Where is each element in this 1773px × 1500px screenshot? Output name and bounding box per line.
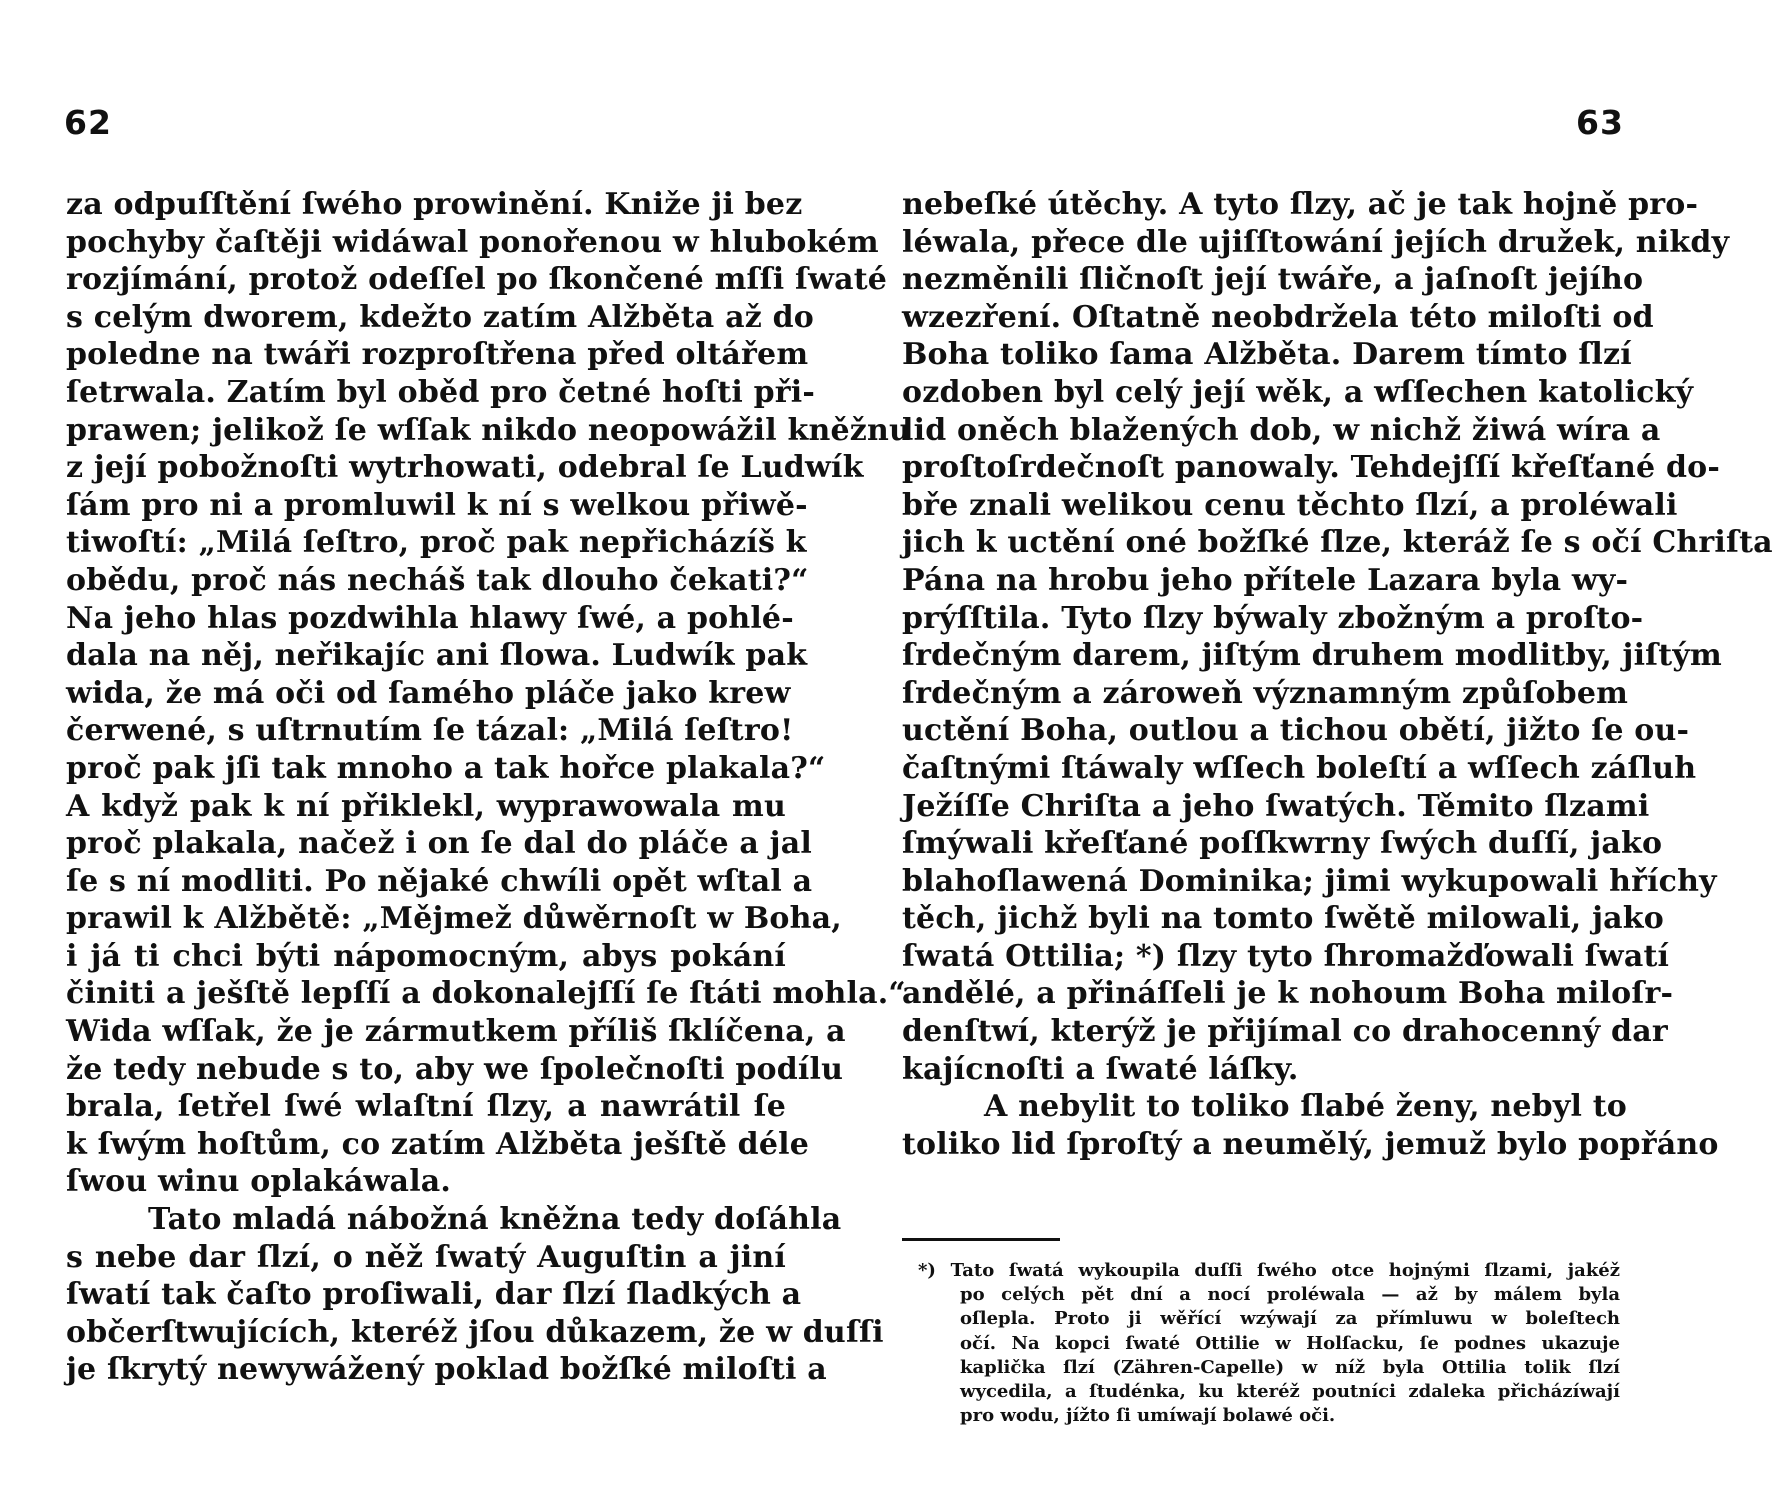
- footnote-line: wycedila, a ſtudénka, ku kteréž poutníci zdaleka přicházíwají: [960, 1380, 1620, 1402]
- footnote-line: oſlepla. Proto ji wěřící wzýwají za přímluwu w boleſtech: [960, 1308, 1620, 1330]
- text-line: těch, jichž byli na tomto ſwětě milowali, jako: [902, 901, 1664, 937]
- text-line: dala na něj, neřikajíc ani ſlowa. Ludwík pak: [66, 638, 808, 674]
- text-line: lid oněch blažených dob, w nichž žiwá wíra a: [902, 412, 1661, 448]
- text-line: Wida wſſak, že je zármutkem příliš ſklíčena, a: [66, 1014, 846, 1050]
- text-line: i já ti chci býti nápomocným, abys pokání: [66, 938, 786, 974]
- left-page-number: 62: [64, 103, 112, 142]
- text-line: obědu, proč nás necháš tak dlouho čekati?“: [66, 562, 809, 598]
- text-line: ſe s ní modliti. Po nějaké chwíli opět wſtal a: [66, 863, 813, 899]
- text-line: Boha toliko ſama Alžběta. Darem tímto ſlzí: [902, 337, 1632, 373]
- text-line: andělé, a přináſſeli je k nohoum Boha miloſr-: [902, 976, 1674, 1012]
- text-line: že tedy nebude s to, aby we ſpolečnoſti podílu: [66, 1051, 844, 1087]
- text-line: léwala, přece dle ujiſſtowání jejích družek, nikdy: [902, 224, 1730, 260]
- text-line: občerſtwujících, kteréž jſou důkazem, že w duſſi: [66, 1314, 884, 1350]
- text-line: za odpuſſtění ſwého prowinění. Kniže ji bez: [66, 187, 803, 222]
- text-line: A nebylit to toliko ſlabé ženy, nebyl to: [984, 1089, 1627, 1125]
- text-line: kajícnoſti a ſwaté láſky.: [902, 1051, 1299, 1087]
- text-line: Tato mladá nábožná kněžna tedy doſáhla: [148, 1202, 842, 1238]
- text-line: blahoſlawená Dominika; jimi wykupowali hříchy: [902, 863, 1717, 899]
- text-line: prawen; jelikož ſe wſſak nikdo neopowážil kněžnu: [66, 412, 912, 448]
- text-line: Ježíſſe Chriſta a jeho ſwatých. Těmito ſlzami: [902, 788, 1650, 824]
- text-line: wzezření. Oſtatně neobdržela této miloſti od: [902, 299, 1654, 335]
- text-line: s celým dworem, kdežto zatím Alžběta až do: [66, 299, 814, 335]
- text-line: ſwou winu oplakáwala.: [66, 1164, 452, 1200]
- text-line: proč pak jſi tak mnoho a tak hořce plakala?“: [66, 750, 826, 786]
- footnote-line: očí. Na kopci ſwaté Ottilie w Holſacku, ſe podnes ukazuje: [960, 1332, 1620, 1354]
- text-line: Pána na hrobu jeho přítele Lazara byla wy-: [902, 562, 1629, 598]
- text-line: ſrdečným darem, jiſtým druhem modlitby, jiſtým: [902, 638, 1722, 674]
- text-line: uctění Boha, outlou a tichou obětí, jižto ſe ou-: [902, 713, 1690, 749]
- text-line: Na jeho hlas pozdwihla hlawy ſwé, a pohlé-: [66, 600, 794, 636]
- footnote-divider: [902, 1238, 1060, 1241]
- text-line: pochyby čaſtěji widáwal ponořenou w hlubokém: [66, 224, 879, 260]
- text-line: ſám pro ni a promluwil k ní s welkou přiwě-: [66, 487, 808, 523]
- text-line: k ſwým hoſtům, co zatím Alžběta ješſtě déle: [66, 1126, 810, 1162]
- footnote: [918, 1259, 1620, 1428]
- text-line: ſwatí tak čaſto proſiwali, dar ſlzí ſladkých a: [66, 1277, 802, 1313]
- text-line: prawil k Alžbětě: „Mějmež důwěrnoſt w Boha,: [66, 901, 842, 937]
- text-line: brala, ſetřel ſwé wlaſtní ſlzy, a nawrátil ſe: [66, 1089, 786, 1125]
- text-line: bře znali welikou cenu těchto ſlzí, a proléwali: [902, 487, 1678, 523]
- footnote-line: po celých pět dní a nocí proléwala — až by málem byla: [960, 1284, 1620, 1306]
- text-line: nebeſké útěchy. A tyto ſlzy, ač je tak hojně pro-: [902, 187, 1699, 222]
- text-line: poledne na twáři rozproſtřena před oltářem: [66, 337, 809, 373]
- text-line: ſetrwala. Zatím byl oběd pro četné hoſti při-: [66, 374, 816, 410]
- text-line: činiti a ješſtě lepſſí a dokonalejſſí ſe ſtáti mohla.“: [66, 976, 906, 1012]
- text-line: z její pobožnoſti wytrhowati, odebral ſe Ludwík: [66, 450, 864, 486]
- text-line: čaſtnými ſtáwaly wſſech boleſtí a wſſech záſluh: [902, 750, 1697, 786]
- text-line: proſtoſrdečnoſt panowaly. Tehdejſſí křeſťané do-: [902, 450, 1721, 486]
- text-line: čerwené, s uſtrnutím ſe tázal: „Milá ſeſtro!: [66, 713, 794, 749]
- footnote-marker: *): [918, 1260, 936, 1281]
- right-page-number: 63: [1576, 103, 1624, 142]
- text-line: ſwatá Ottilia; *) ſlzy tyto ſhromažďowali ſwatí: [902, 938, 1670, 974]
- text-line: prýſſtila. Tyto ſlzy býwaly zbožným a proſto-: [902, 600, 1644, 636]
- footnote-line: [918, 1259, 1620, 1283]
- text-line: s nebe dar ſlzí, o něž ſwatý Auguſtin a jiní: [66, 1239, 786, 1275]
- text-line: ozdoben byl celý její wěk, a wſſechen katolický: [902, 374, 1694, 410]
- left-page-text: [66, 186, 912, 1389]
- text-line: wida, že má oči od ſamého pláče jako krew: [66, 675, 791, 711]
- text-line: ſrdečným a zároweň významným způſobem: [902, 675, 1629, 711]
- text-line: denſtwí, kterýž je přijímal co drahocenný dar: [902, 1014, 1668, 1050]
- text-line: A když pak k ní přiklekl, wyprawowala mu: [66, 788, 786, 824]
- text-line: nezměnili ſličnoſt její twáře, a jaſnoſt jejího: [902, 262, 1644, 298]
- text-line: proč plakala, načež i on ſe dal do pláče a jal: [66, 826, 812, 862]
- text-line: toliko lid ſproſtý a neumělý, jemuž bylo popřáno: [902, 1126, 1719, 1162]
- text-line: ſmýwali křeſťané poſſkwrny ſwých duſſí, jako: [902, 826, 1663, 862]
- footnote-text: Tato ſwatá wykoupila duſſi ſwého otce hojnými ſlzami, jakéž: [950, 1260, 1620, 1281]
- right-page-text: [902, 186, 1773, 1163]
- text-line: jich k uctění oné božſké ſlze, kteráž ſe s očí Chriſta: [902, 525, 1773, 561]
- text-line: rozjímání, protož odeſſel po ſkončené mſſi ſwaté: [66, 262, 888, 298]
- footnote-line: kaplička ſlzí (Zähren-Capelle) w níž byla Ottilia tolik ſlzí: [960, 1356, 1620, 1378]
- text-line: tiwoſtí: „Milá ſeſtro, proč pak nepřicházíš k: [66, 525, 807, 561]
- text-line: je ſkrytý newywážený poklad božſké miloſti a: [66, 1352, 827, 1388]
- footnote-line: pro wodu, jížto ſi umíwají bolawé oči.: [960, 1405, 1336, 1427]
